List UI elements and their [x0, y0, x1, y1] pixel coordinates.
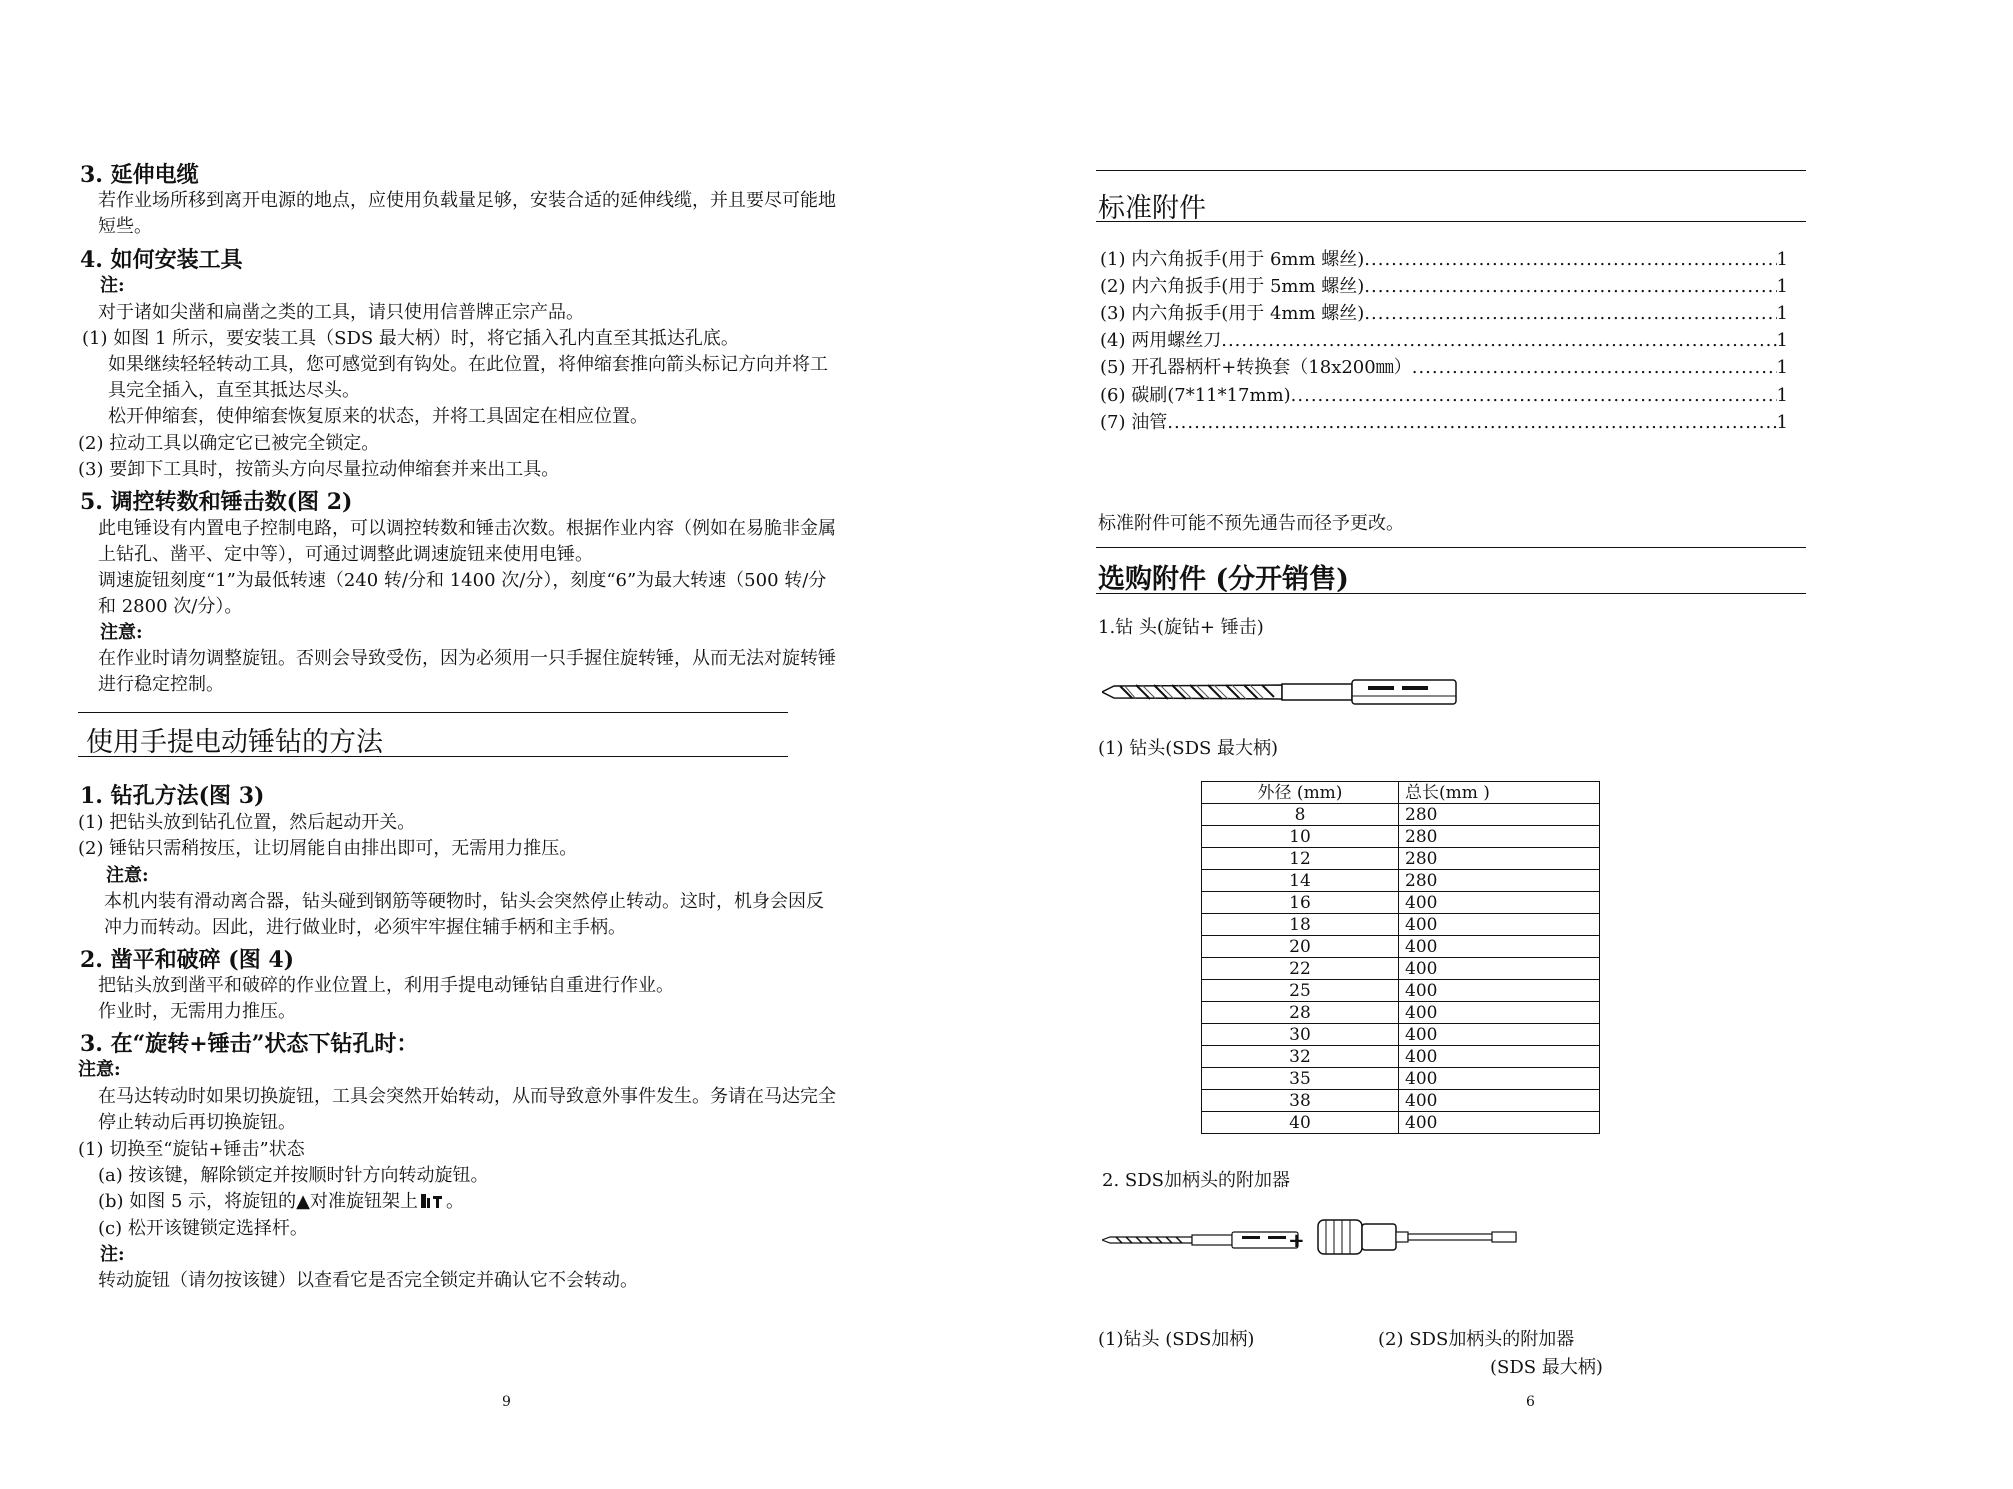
cell-diameter: 8 [1202, 804, 1399, 826]
step-line: (1) 如图 1 所示，要安装工具（SDS 最大柄）时，将它插入孔内直至其抵达孔底。 [82, 328, 739, 349]
paragraph-line: 停止转动后再切换旋钮。 [98, 1112, 296, 1133]
heading-rotation-hammer: 3. 在“旋转+锤击”状态下钻孔时： [80, 1031, 419, 1057]
cell-length: 400 [1399, 958, 1600, 980]
section-rule-top [78, 712, 788, 713]
table-header-row [1202, 782, 1600, 804]
table-row [1202, 980, 1600, 1002]
cell-diameter: 12 [1202, 848, 1399, 870]
accessory-quantity: 1 [1776, 357, 1788, 378]
step-line: (2) 拉动工具以确定它已被完全锁定。 [78, 433, 380, 454]
paragraph-line: 把钻头放到凿平和破碎的作业位置上，利用手提电动锤钻自重进行作业。 [98, 975, 674, 996]
step-line: (1) 切换至“旋钻+锤击”状态 [78, 1139, 305, 1160]
note-label: 注意: [78, 1059, 121, 1080]
cell-length: 280 [1399, 848, 1600, 870]
sds-adapter-image [1316, 1212, 1522, 1266]
paragraph-line: 在作业时请勿调整旋钮。否则会导致受伤，因为必须用一只手握住旋转锤，从而无法对旋转锤 [98, 648, 836, 669]
note-label: 注: [100, 1244, 125, 1265]
table-row [1202, 936, 1600, 958]
step-line: (1) 把钻头放到钻孔位置，然后起动开关。 [78, 812, 416, 833]
paragraph-line: 对于诸如尖凿和扁凿之类的工具，请只使用信普牌正宗产品。 [98, 302, 584, 323]
paragraph-line: 上钻孔、凿平、定中等），可通过调整此调速旋钮来使用电锤。 [98, 544, 593, 565]
cell-diameter: 40 [1202, 1112, 1399, 1134]
table-row [1202, 870, 1600, 892]
page-number: 9 [502, 1394, 511, 1410]
table-row [1202, 892, 1600, 914]
accessory-name: (4) 两用螺丝刀 [1100, 330, 1222, 351]
table-row [1202, 826, 1600, 848]
section-rule-bottom [1096, 221, 1806, 222]
cell-length: 400 [1399, 892, 1600, 914]
caption-sds-adapter: (2) SDS加柄头的附加器 [1378, 1329, 1575, 1350]
cell-diameter: 16 [1202, 892, 1399, 914]
cell-length: 400 [1399, 1112, 1600, 1134]
cell-diameter: 14 [1202, 870, 1399, 892]
step-line: (c) 松开该键锁定选择杆。 [98, 1218, 308, 1239]
step-line [98, 1189, 464, 1217]
paragraph-line: 松开伸缩套，使伸缩套恢复原来的状态，并将工具固定在相应位置。 [108, 406, 648, 427]
dot-leader [1167, 409, 1776, 436]
heading-install-tool: 4. 如何安装工具 [80, 247, 243, 273]
sds-bit-image [1102, 1222, 1302, 1262]
standard-accessories-title: 标准附件 [1098, 193, 1206, 224]
paragraph-line: 此电锤设有内置电子控制电路，可以调控转数和锤击次数。根据作业内容（例如在易脆非金属 [98, 518, 836, 539]
optional-accessories-title: 选购附件 (分开销售) [1098, 564, 1349, 595]
paragraph-line: 进行稳定控制。 [98, 674, 224, 695]
accessory-name: (7) 油管 [1100, 412, 1168, 433]
table-row [1202, 1112, 1600, 1134]
cell-diameter: 25 [1202, 980, 1399, 1002]
section-title-usage: 使用手提电动锤钻的方法 [86, 727, 383, 758]
caption-sds-max: (SDS 最大柄) [1490, 1357, 1603, 1378]
cell-diameter: 32 [1202, 1046, 1399, 1068]
column-header-diameter: 外径 (mm) [1202, 782, 1399, 804]
accessory-name: (6) 碳刷(7*11*17mm) [1100, 385, 1291, 406]
paragraph-line: 本机内装有滑动离合器，钻头碰到钢筋等硬物时，钻头会突然停止转动。这时，机身会因反 [104, 891, 824, 912]
cell-diameter: 20 [1202, 936, 1399, 958]
accessory-quantity: 1 [1776, 276, 1788, 297]
cell-length: 280 [1399, 826, 1600, 848]
cell-diameter: 35 [1202, 1068, 1399, 1090]
heading-drilling: 1. 钻孔方法(图 3) [80, 783, 265, 809]
step-line: (a) 按该键，解除锁定并按顺时针方向转动旋钮。 [98, 1165, 489, 1186]
accessory-name: (2) 内六角扳手(用于 5mm 螺丝) [1100, 276, 1365, 297]
dot-leader [1364, 246, 1776, 273]
dot-leader [1364, 273, 1776, 300]
cell-diameter: 22 [1202, 958, 1399, 980]
note-label: 注: [100, 275, 125, 296]
cell-length: 400 [1399, 1024, 1600, 1046]
paragraph-line: 转动旋钮（请勿按该键）以查看它是否完全锁定并确认它不会转动。 [98, 1270, 638, 1291]
cell-diameter: 30 [1202, 1024, 1399, 1046]
section-rule-top [1096, 170, 1806, 171]
accessory-item [1100, 354, 1788, 381]
cell-length: 400 [1399, 936, 1600, 958]
cell-length: 400 [1399, 980, 1600, 1002]
cell-length: 280 [1399, 870, 1600, 892]
accessory-name: (3) 内六角扳手(用于 4mm 螺丝) [1100, 303, 1365, 324]
right-page [1006, 0, 2013, 1489]
paragraph-line: 冲力而转动。因此，进行做业时，必须牢牢握住辅手柄和主手柄。 [104, 917, 626, 938]
accessory-item [1100, 300, 1788, 327]
accessory-quantity: 1 [1776, 303, 1788, 324]
cell-length: 280 [1399, 804, 1600, 826]
cell-length: 400 [1399, 1002, 1600, 1024]
paragraph-line: 如果继续轻轻转动工具，您可感觉到有钩处。在此位置，将伸缩套推向箭头标记方向并将工 [108, 354, 828, 375]
dot-leader [1412, 354, 1777, 381]
sds-adapter-label: 2. SDS加柄头的附加器 [1102, 1170, 1290, 1191]
step-line: (2) 锤钻只需稍按压，让切屑能自由排出即可，无需用力推压。 [78, 838, 578, 859]
left-page [0, 0, 1006, 1489]
cell-diameter: 38 [1202, 1090, 1399, 1112]
cell-length: 400 [1399, 1068, 1600, 1090]
table-row [1202, 1002, 1600, 1024]
note-label: 注意: [106, 865, 149, 886]
column-header-length: 总长(mm ) [1399, 782, 1600, 804]
drill-bit-image [1102, 672, 1458, 716]
accessory-quantity: 1 [1776, 330, 1788, 351]
heading-chiseling: 2. 凿平和破碎 (图 4) [80, 947, 295, 973]
page-number: 6 [1526, 1394, 1535, 1410]
section-rule-bottom [1096, 593, 1806, 594]
drill-bit-label: 1.钻 头(旋钻+ 锤击) [1098, 617, 1264, 638]
dot-leader [1364, 300, 1776, 327]
accessory-item [1100, 327, 1788, 354]
table-row [1202, 1024, 1600, 1046]
cell-length: 400 [1399, 1046, 1600, 1068]
plus-sign: + [1288, 1228, 1305, 1252]
accessory-name: (1) 内六角扳手(用于 6mm 螺丝) [1100, 249, 1365, 270]
accessory-item [1100, 382, 1788, 409]
paragraph-line: 作业时，无需用力推压。 [98, 1001, 296, 1022]
heading-extension-cable: 3. 延伸电缆 [80, 162, 199, 188]
accessory-item [1100, 409, 1788, 436]
table-row [1202, 1068, 1600, 1090]
accessory-item [1100, 246, 1788, 273]
accessory-name: (5) 开孔器柄杆+转换套（18x200㎜） [1100, 357, 1412, 378]
dot-leader [1291, 382, 1777, 409]
cell-diameter: 10 [1202, 826, 1399, 848]
accessory-item [1100, 273, 1788, 300]
accessory-quantity: 1 [1776, 412, 1788, 433]
paragraph-line: 和 2800 次/分）。 [98, 596, 243, 617]
paragraph-line: 调速旋钮刻度“1”为最低转速（240 转/分和 1400 次/分），刻度“6”为最大转速（500 转/分 [98, 570, 827, 591]
caption-sds-bit: (1)钻头 (SDS加柄) [1098, 1329, 1255, 1350]
table-row [1202, 914, 1600, 936]
paragraph-line: 在马达转动时如果切换旋钮，工具会突然开始转动，从而导致意外事件发生。务请在马达完全 [98, 1086, 836, 1107]
table-row [1202, 1046, 1600, 1068]
cell-diameter: 18 [1202, 914, 1399, 936]
drill-bit-sub-label: (1) 钻头(SDS 最大柄) [1098, 738, 1279, 759]
table-row [1202, 1090, 1600, 1112]
paragraph-line: 短些。 [98, 216, 152, 237]
standard-accessories-note: 标准附件可能不预先通告而径予更改。 [1098, 513, 1404, 534]
accessory-quantity: 1 [1776, 385, 1788, 406]
section-rule-top [1096, 547, 1806, 548]
step-text: (b) 如图 5 示，将旋钮的▲对准旋钮架上 [98, 1191, 419, 1212]
note-label: 注意: [100, 622, 143, 643]
cell-length: 400 [1399, 914, 1600, 936]
step-line: (3) 要卸下工具时，按箭头方向尽量拉动伸缩套并来出工具。 [78, 459, 560, 480]
hammer-drill-symbol-icon [420, 1191, 444, 1217]
section-rule-bottom [78, 756, 788, 757]
paragraph-line: 具完全插入，直至其抵达尽头。 [108, 380, 360, 401]
cell-diameter: 28 [1202, 1002, 1399, 1024]
table-row [1202, 958, 1600, 980]
cell-length: 400 [1399, 1090, 1600, 1112]
drill-size-table [1201, 781, 1600, 1134]
table-row [1202, 848, 1600, 870]
dot-leader [1221, 327, 1776, 354]
heading-speed-control: 5. 调控转数和锤击数(图 2) [80, 489, 353, 515]
accessory-quantity: 1 [1776, 249, 1788, 270]
paragraph-line: 若作业场所移到离开电源的地点，应使用负载量足够，安装合适的延伸线缆，并且要尽可能地 [98, 190, 836, 211]
table-row [1202, 804, 1600, 826]
step-text: 。 [446, 1191, 465, 1212]
